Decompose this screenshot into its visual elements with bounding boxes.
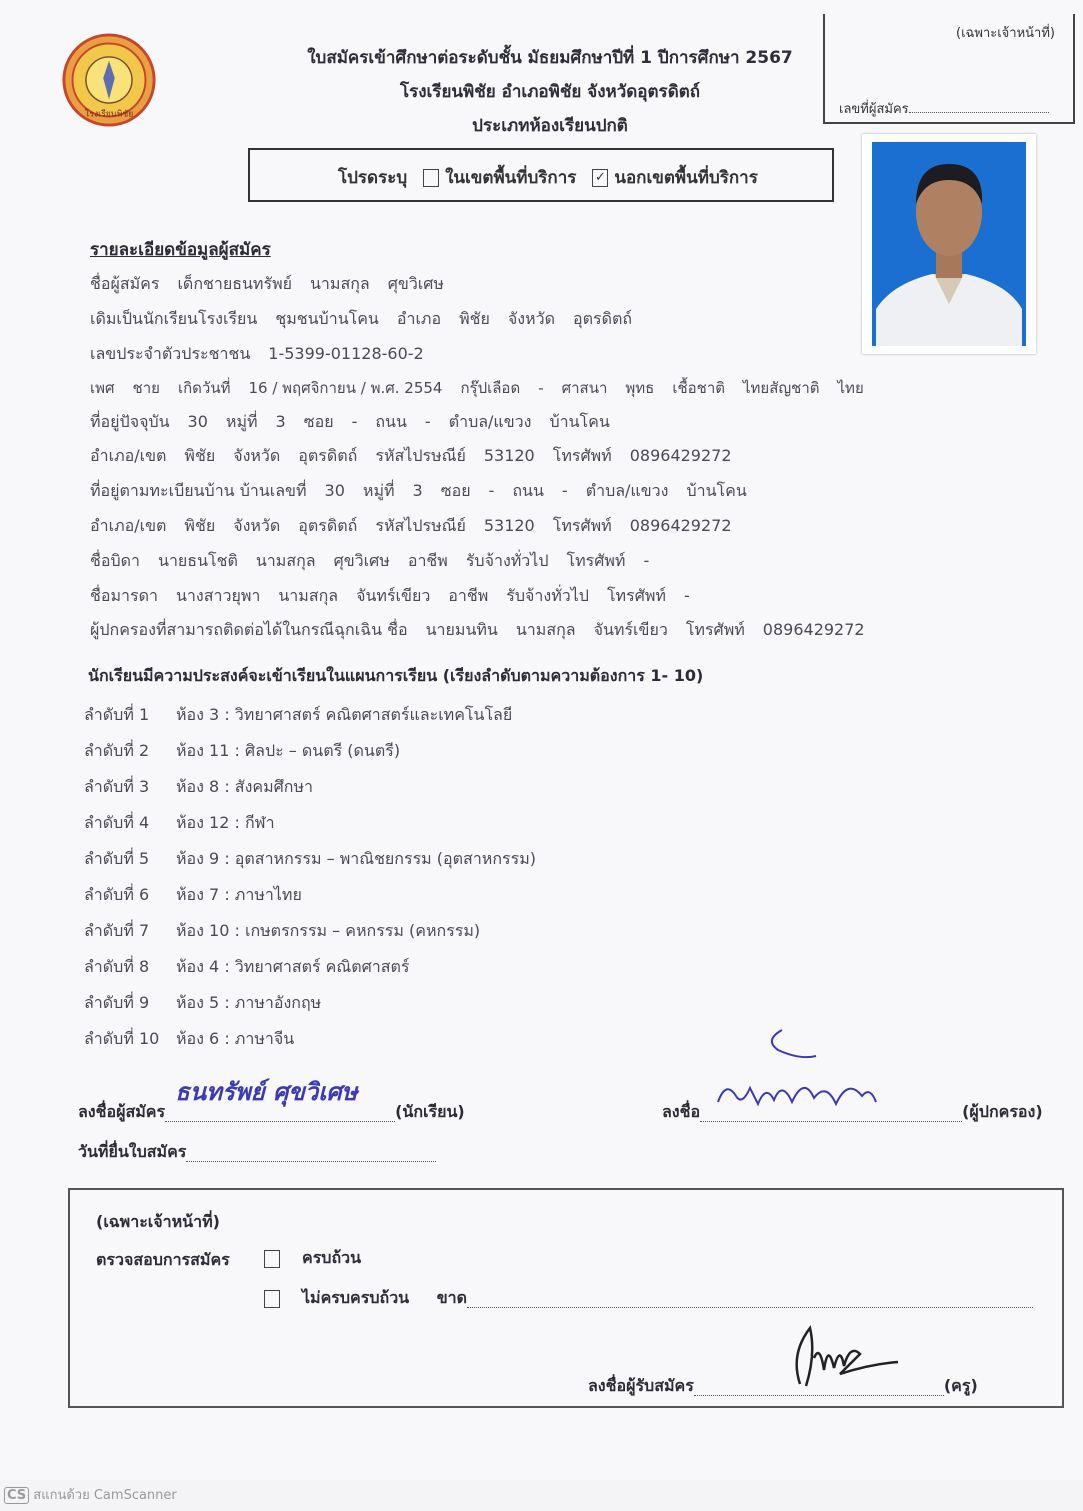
out-zone-checkbox[interactable] [592,169,608,187]
registered-address-row: ที่อยู่ตามทะเบียนบ้าน บ้านเลขที่ 30 หมู่ที่ 3 ซอย - ถนน - ตำบล/แขวง บ้านโคน [90,481,747,500]
preference-room: ห้อง 12 : กีฬา [176,813,275,832]
school-logo [60,32,158,128]
incomplete-checkbox[interactable] [264,1290,280,1308]
preference-rank: ลำดับที่ 1 [84,705,150,724]
applicant-suffix: (นักเรียน) [395,1102,465,1121]
preference-rank: ลำดับที่ 9 [84,993,150,1012]
preference-item [84,991,339,1016]
preference-room: ห้อง 7 : ภาษาไทย [176,885,302,904]
preference-item [84,919,498,944]
in-zone-label: ในเขตพื้นที่บริการ [445,168,577,188]
date-label: วันที่ยื่นใบสมัคร [78,1142,187,1161]
missing-label: ขาด [436,1288,467,1307]
guardian-signature [712,1022,892,1122]
preference-item [84,775,331,800]
current-district-row: อำเภอ/เขต พิชัย จังหวัด อุตรดิตถ์ รหัสไปรษณีย์ 53120 โทรศัพท์ 0896429272 [90,446,732,465]
father-row: ชื่อบิดา นายธนโชติ นามสกุล ศุขวิเศษ อาชีพ รับจ้างทั่วไป โทรศัพท์ - [90,551,650,570]
preference-item [84,703,530,728]
class-type: ประเภทห้องเรียนปกติ [472,116,628,136]
preference-room: ห้อง 11 : ศิลปะ – ดนตรี (ดนตรี) [176,741,401,760]
preference-item [84,847,554,872]
in-zone-checkbox[interactable] [423,169,439,187]
zone-selection-box [248,148,834,202]
complete-checkbox[interactable] [264,1250,280,1268]
preference-room: ห้อง 4 : วิทยาศาสตร์ คณิตศาสตร์ [176,957,410,976]
preference-room: ห้อง 3 : วิทยาศาสตร์ คณิตศาสตร์และเทคโนโลยี [176,705,513,724]
section-title: รายละเอียดข้อมูลผู้สมัคร [90,240,271,260]
applicant-number-field[interactable] [839,98,1049,119]
check-label: ตรวจสอบการสมัคร [96,1250,230,1269]
applicant-number-label: เลขที่ผู้สมัคร [839,102,909,117]
preference-rank: ลำดับที่ 5 [84,849,150,868]
current-address-row: ที่อยู่ปัจจุบัน 30 หมู่ที่ 3 ซอย - ถนน - ตำบล/แขวง บ้านโคน [90,412,610,431]
complete-option[interactable] [264,1246,361,1271]
personal-details-row: เพศ ชาย เกิดวันที่ 16 / พฤศจิกายน / พ.ศ. 2554 กรุ๊ปเลือด - ศาสนา พุทธ เชื้อชาติ ไทยสัญชาติ ไทย [90,379,864,397]
preference-rank: ลำดับที่ 2 [84,741,150,760]
preference-item [84,883,320,908]
submission-date-field[interactable] [78,1140,436,1165]
preference-item [84,739,418,764]
preference-item [84,955,428,980]
preference-title: นักเรียนมีความประสงค์จะเข้าเรียนในแผนการเรียน (เรียงลำดับตามความต้องการ 1- 10) [88,666,704,685]
camscanner-icon: CS [4,1487,29,1504]
zone-label: โปรดระบุ [338,168,408,188]
registered-district-row: อำเภอ/เขต พิชัย จังหวัด อุตรดิตถ์ รหัสไปรษณีย์ 53120 โทรศัพท์ 0896429272 [90,516,732,535]
staff-note: (เฉพาะเจ้าหน้าที่) [956,26,1055,41]
applicant-name-row: ชื่อผู้สมัคร เด็กชายธนทรัพย์ นามสกุล ศุขวิเศษ [90,274,444,293]
preference-room: ห้อง 6 : ภาษาจีน [176,1029,295,1048]
mother-row: ชื่อมารดา นางสาวยุพา นามสกุล จันทร์เขียว อาชีพ รับจ้างทั่วไป โทรศัพท์ - [90,586,690,605]
preference-rank: ลำดับที่ 3 [84,777,150,796]
footer-text: สแกนด้วย CamScanner [33,1488,177,1503]
receiver-signature [770,1314,920,1394]
office-title: (เฉพาะเจ้าหน้าที่) [96,1212,220,1231]
preference-rank: ลำดับที่ 6 [84,885,150,904]
scanner-footer [4,1484,177,1505]
preference-room: ห้อง 10 : เกษตรกรรม – คหกรรม (คหกรรม) [176,921,481,940]
receiver-label: ลงชื่อผู้รับสมัคร [588,1376,694,1395]
preference-rank: ลำดับที่ 7 [84,921,150,940]
applicant-photo [862,134,1036,354]
preference-rank: ลำดับที่ 10 [84,1029,160,1048]
preference-rank: ลำดับที่ 4 [84,813,150,832]
school-line: โรงเรียนพิชัย อำเภอพิชัย จังหวัดอุตรดิตถ์ [399,82,701,102]
complete-label: ครบถ้วน [302,1248,362,1267]
citizen-id-row: เลขประจำตัวประชาชน 1-5399-01128-60-2 [90,344,424,363]
check-mark-icon: ✓ [594,170,606,185]
receiver-suffix: (ครู) [943,1376,978,1395]
applicant-handwritten-name: ธนทรัพย์ ศุขวิเศษ [175,1077,358,1106]
preference-rank: ลำดับที่ 8 [84,957,150,976]
incomplete-label: ไม่ครบครบถ้วน [302,1288,410,1307]
applicant-signature-label: ลงชื่อผู้สมัคร [78,1102,166,1121]
preference-room: ห้อง 9 : อุตสาหกรรม – พาณิชยกรรม (อุตสาหกรรม) [176,849,537,868]
applicant-signature-field[interactable] [78,1077,465,1125]
incomplete-option[interactable] [264,1286,1033,1311]
out-zone-label: นอกเขตพื้นที่บริการ [614,168,758,188]
former-school-row: เดิมเป็นนักเรียนโรงเรียน ชุมชนบ้านโคน อำเภอ พิชัย จังหวัด อุตรดิตถ์ [90,309,633,328]
guardian-signature-label: ลงชื่อ [662,1102,701,1121]
preference-item [84,811,293,836]
logo-text: โรงเรียนพิชัย [84,109,134,120]
guardian-suffix: (ผู้ปกครอง) [962,1102,1043,1121]
office-use-box [68,1188,1064,1408]
preference-room: ห้อง 8 : สังคมศึกษา [176,777,313,796]
preference-item [84,1027,312,1052]
staff-only-box [823,14,1075,124]
form-title: ใบสมัครเข้าศึกษาต่อระดับชั้น มัธยมศึกษาปีที่ 1 ปีการศึกษา 2567 [307,48,793,68]
emergency-contact-row: ผู้ปกครองที่สามารถติดต่อได้ในกรณีฉุกเฉิน ชื่อ นายมนทิน นามสกุล จันทร์เขียว โทรศัพท์ 0896429272 [90,620,865,639]
preference-room: ห้อง 5 : ภาษาอังกฤษ [176,993,322,1012]
